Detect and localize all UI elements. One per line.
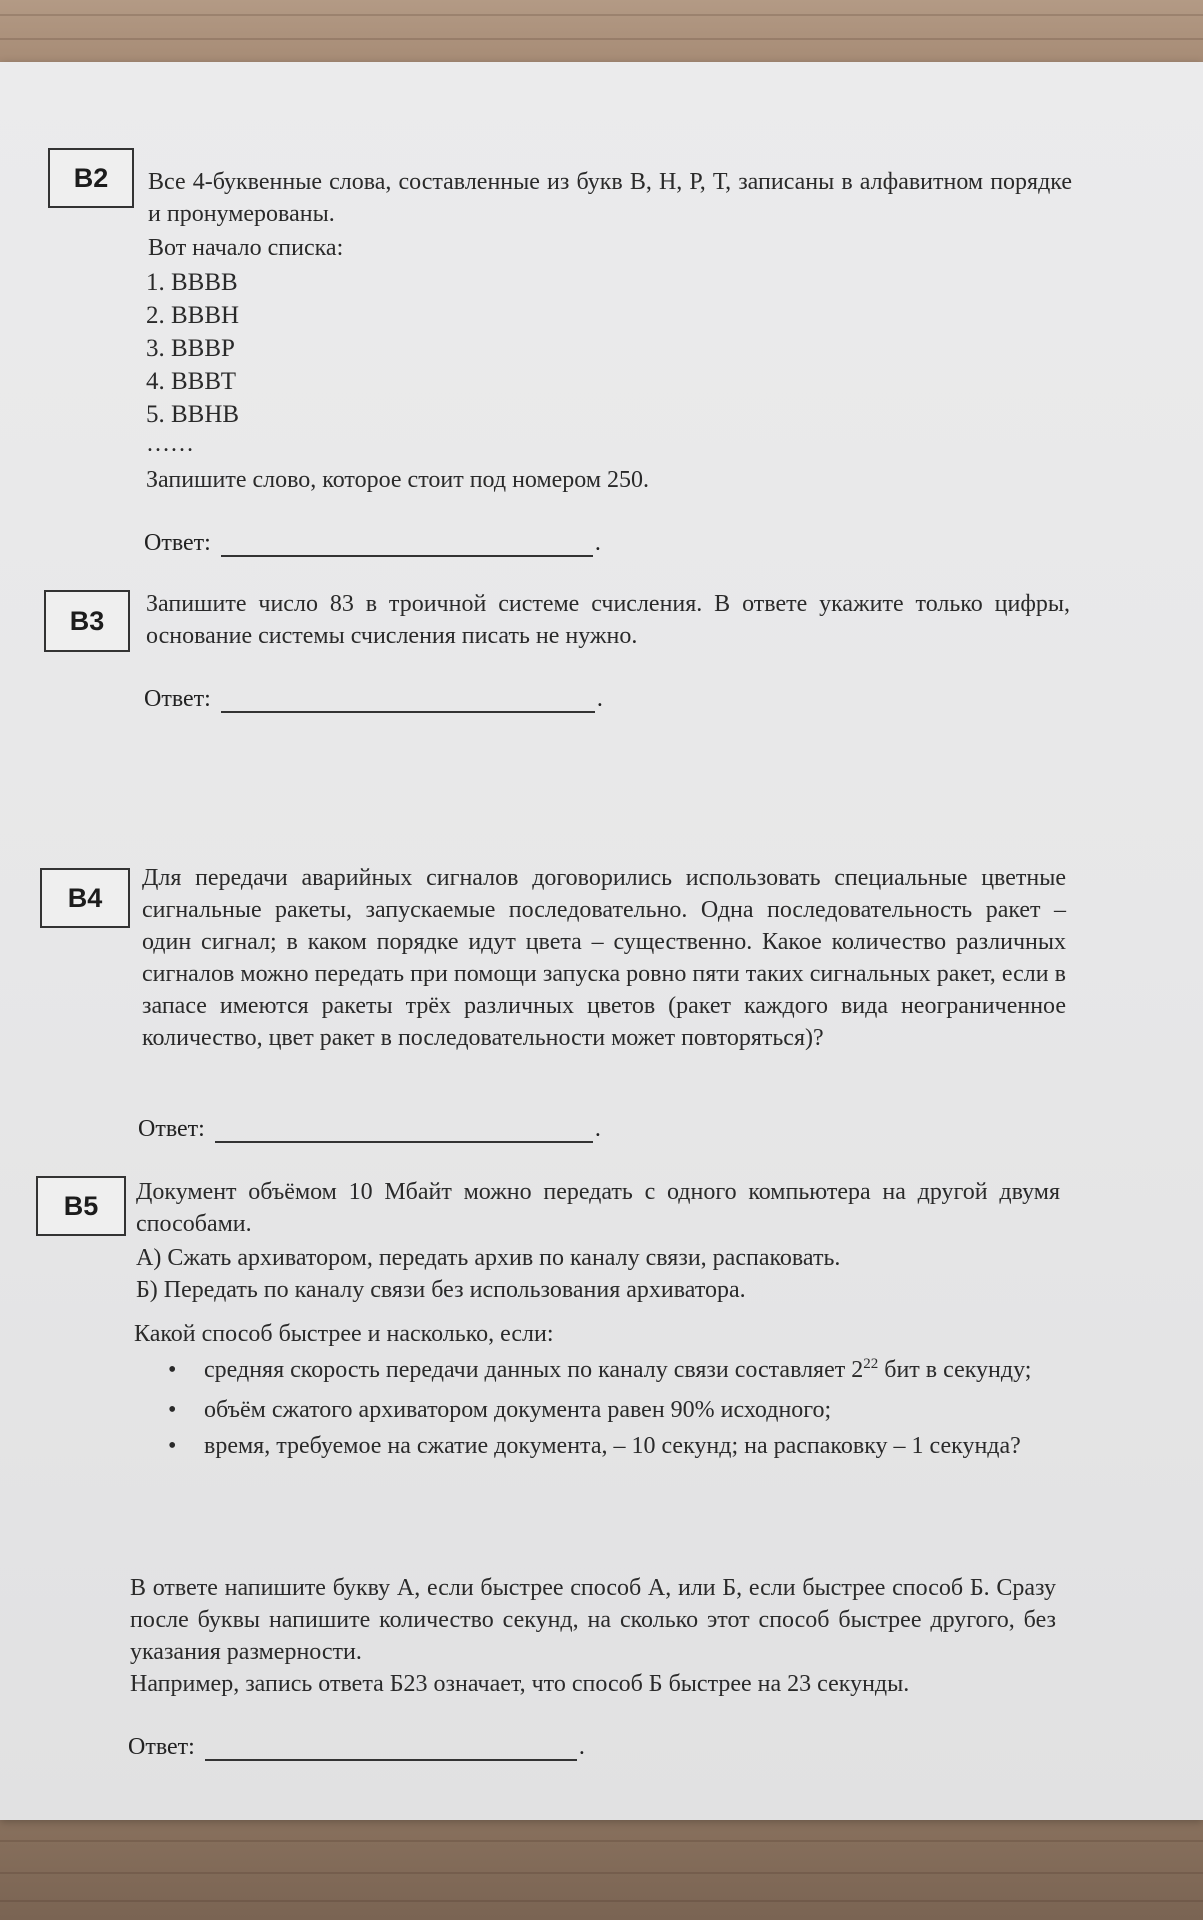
task-b3-answer [144, 686, 603, 713]
bullet-icon: • [168, 1357, 177, 1383]
task-b2-list-item: 3. ВВВР [146, 335, 235, 362]
condition-time-text: время, требуемое на сжатие документа, – 10 секунд; на распаковку – 1 секунда? [204, 1433, 1021, 1459]
task-b5-answer [128, 1734, 585, 1761]
task-b5-option-b: Б) Передать по каналу связи без использования архиватора. [136, 1277, 746, 1303]
condition-speed [134, 1354, 1058, 1386]
task-b4-question: Для передачи аварийных сигналов договорились использовать специальные цветные сигнальные ракеты, запускаемые последовательно. Одна последовательность ракет – один сигнал; в каком порядке идут цвета – существенно. Какое количество различных сигналов можно передать при помощи запуска ровно пяти таких сигнальных ракет, если в запасе имеются ракеты трёх различных цветов (ракет каждого вида неограниченное количество, цвет ракет в последовательности может повторяться)? [142, 865, 1066, 1051]
condition-time [134, 1430, 1058, 1462]
task-b2-list-item: 2. ВВВН [146, 302, 240, 329]
task-label-b3: B3 [44, 590, 130, 652]
task-b2-list-item: 1. ВВВВ [146, 269, 238, 296]
task-b5-example: Например, запись ответа Б23 означает, что способ Б быстрее на 23 секунды. [130, 1671, 910, 1697]
task-b2-intro: Все 4-буквенные слова, составленные из букв В, Н, Р, Т, записаны в алфавитном порядке и пронумерованы. [148, 169, 1072, 227]
condition-compression [134, 1394, 1058, 1426]
exam-sheet [0, 62, 1203, 1820]
answer-end-dot: . [594, 530, 601, 556]
condition-compression-text: объём сжатого архиватором документа равен 90% исходного; [204, 1397, 832, 1423]
answer-line[interactable] [221, 687, 595, 713]
bullet-icon: • [168, 1433, 177, 1459]
task-b2-list-heading: Вот начало списка: [148, 235, 344, 261]
task-b2-list-item: 4. ВВВТ [146, 368, 236, 395]
answer-label: Ответ: [144, 530, 211, 556]
answer-end-dot: . [594, 1116, 601, 1142]
condition-speed-prefix: средняя скорость передачи данных по каналу связи составляет 2 [204, 1357, 864, 1383]
answer-label: Ответ: [128, 1734, 195, 1760]
condition-speed-exponent: 22 [863, 1356, 879, 1372]
task-b5-question: Какой способ быстрее и насколько, если: [134, 1321, 554, 1347]
task-b5-conditions [134, 1354, 1058, 1462]
task-b2-question: Запишите слово, которое стоит под номером 250. [146, 467, 650, 493]
answer-label: Ответ: [138, 1116, 205, 1142]
answer-label: Ответ: [144, 686, 211, 712]
task-label-b4: B4 [40, 868, 130, 928]
answer-end-dot: . [596, 686, 603, 712]
task-b3-question: Запишите число 83 в троичной системе счисления. В ответе укажите только цифры, основание системы счисления писать не нужно. [146, 591, 1070, 649]
task-b2-ellipsis: …… [146, 431, 194, 457]
bullet-icon: • [168, 1397, 177, 1423]
task-b5-intro: Документ объёмом 10 Мбайт можно передать с одного компьютера на другой двумя способами. [136, 1179, 1060, 1237]
task-b5-instructions: В ответе напишите букву А, если быстрее способ А, или Б, если быстрее способ Б. Сразу после буквы напишите количество секунд, на сколько этот способ быстрее другого, без указания размерности. [130, 1575, 1056, 1665]
task-b5-option-a: А) Сжать архиватором, передать архив по каналу связи, распаковать. [136, 1245, 841, 1271]
condition-speed-suffix: бит в секунду; [878, 1357, 1032, 1383]
task-b2-list-item: 5. ВВНВ [146, 401, 240, 428]
task-label-b5: B5 [36, 1176, 126, 1236]
answer-end-dot: . [578, 1734, 585, 1760]
answer-line[interactable] [221, 531, 593, 557]
task-b2-answer [144, 530, 601, 557]
answer-line[interactable] [205, 1735, 577, 1761]
answer-line[interactable] [215, 1117, 593, 1143]
task-label-b2: B2 [48, 148, 134, 208]
task-b4-answer [138, 1116, 601, 1143]
